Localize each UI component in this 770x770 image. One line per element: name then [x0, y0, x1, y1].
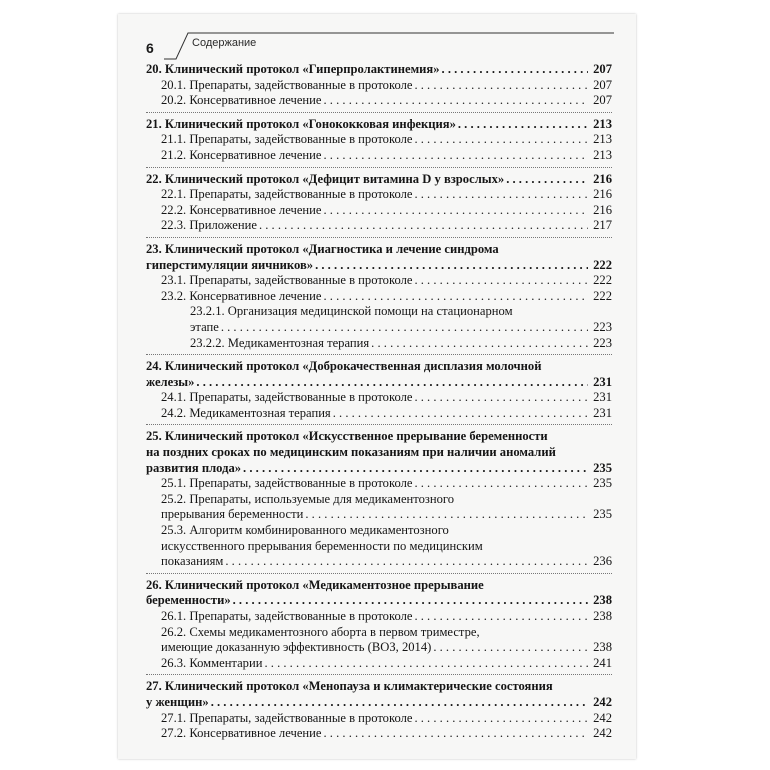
toc-entry-23-1[interactable]: 23.1. Препараты, задействованные в протоколе . . . 222 — [146, 273, 612, 289]
toc-entry-22-1[interactable]: 22.1. Препараты, задействованные в протоколе . . . 216 — [146, 187, 612, 203]
divider — [146, 674, 612, 676]
toc-entry-25[interactable]: 25. Клинический протокол «Искусственное прерывание беременности на поздних сроках по медицинским показаниям при наличии аномалий развития плода» . . . 235 — [146, 429, 612, 476]
toc-entry-24-2[interactable]: 24.2. Медикаментозная терапия . . . 231 — [146, 406, 612, 422]
page-header — [146, 24, 614, 60]
toc-entry-22-2[interactable]: 22.2. Консервативное лечение . . . 216 — [146, 203, 612, 219]
toc-entry-22[interactable]: 22. Клинический протокол «Дефицит витамина D у взрослых» . . . 216 — [146, 172, 612, 188]
page-number: 6 — [146, 40, 154, 56]
toc-entry-24[interactable]: 24. Клинический протокол «Доброкачественная дисплазия молочной железы» . . . 231 — [146, 359, 612, 390]
toc-entry-21-1[interactable]: 21.1. Препараты, задействованные в протоколе . . . 213 — [146, 132, 612, 148]
toc-entry-22-3[interactable]: 22.3. Приложение . . . 217 — [146, 218, 612, 234]
toc-entry-26-3[interactable]: 26.3. Комментарии . . . 241 — [146, 656, 612, 672]
toc-entry-23-2-2[interactable]: 23.2.2. Медикаментозная терапия . . . 223 — [146, 336, 612, 352]
toc-entry-25-2[interactable]: 25.2. Препараты, используемые для медикаментозного прерывания беременности . . . 235 — [146, 492, 612, 523]
toc-entry-27-2[interactable]: 27.2. Консервативное лечение . . . 242 — [146, 726, 612, 742]
table-of-contents — [146, 62, 612, 742]
toc-entry-21-2[interactable]: 21.2. Консервативное лечение . . . 213 — [146, 148, 612, 164]
toc-entry-20-2[interactable]: 20.2. Консервативное лечение . . . 207 — [146, 93, 612, 109]
toc-entry-25-3[interactable]: 25.3. Алгоритм комбинированного медикаментозного искусственного прерывания беременности по медицинским показаниям . . . 236 — [146, 523, 612, 570]
toc-entry-20[interactable]: 20. Клинический протокол «Гиперпролактинемия» . . . 207 — [146, 62, 612, 78]
running-title: Содержание — [192, 37, 257, 49]
toc-entry-23[interactable]: 23. Клинический протокол «Диагностика и лечение синдрома гиперстимуляции яичников» . . . 222 — [146, 242, 612, 273]
toc-entry-27-1[interactable]: 27.1. Препараты, задействованные в протоколе . . . 242 — [146, 711, 612, 727]
toc-entry-23-2[interactable]: 23.2. Консервативное лечение . . . 222 — [146, 289, 612, 305]
toc-entry-24-1[interactable]: 24.1. Препараты, задействованные в протоколе . . . 231 — [146, 390, 612, 406]
toc-entry-27[interactable]: 27. Клинический протокол «Менопауза и климактерические состояния у женщин» . . . 242 — [146, 679, 612, 710]
toc-entry-20-1[interactable]: 20.1. Препараты, задействованные в протоколе . . . 207 — [146, 78, 612, 94]
divider — [146, 573, 612, 575]
toc-entry-26-2[interactable]: 26.2. Схемы медикаментозного аборта в первом триместре, имеющие доказанную эффективность (ВОЗ, 2014) . . . 238 — [146, 625, 612, 656]
divider — [146, 424, 612, 426]
divider — [146, 237, 612, 239]
divider — [146, 167, 612, 169]
divider — [146, 354, 612, 356]
toc-entry-26[interactable]: 26. Клинический протокол «Медикаментозное прерывание беременности» . . . 238 — [146, 578, 612, 609]
toc-entry-25-1[interactable]: 25.1. Препараты, задействованные в протоколе . . . 235 — [146, 476, 612, 492]
toc-entry-21[interactable]: 21. Клинический протокол «Гонококковая инфекция» . . . 213 — [146, 117, 612, 133]
toc-entry-26-1[interactable]: 26.1. Препараты, задействованные в протоколе . . . 238 — [146, 609, 612, 625]
divider — [146, 112, 612, 114]
toc-entry-23-2-1[interactable]: 23.2.1. Организация медицинской помощи на стационарном этапе . . . 223 — [146, 304, 612, 335]
